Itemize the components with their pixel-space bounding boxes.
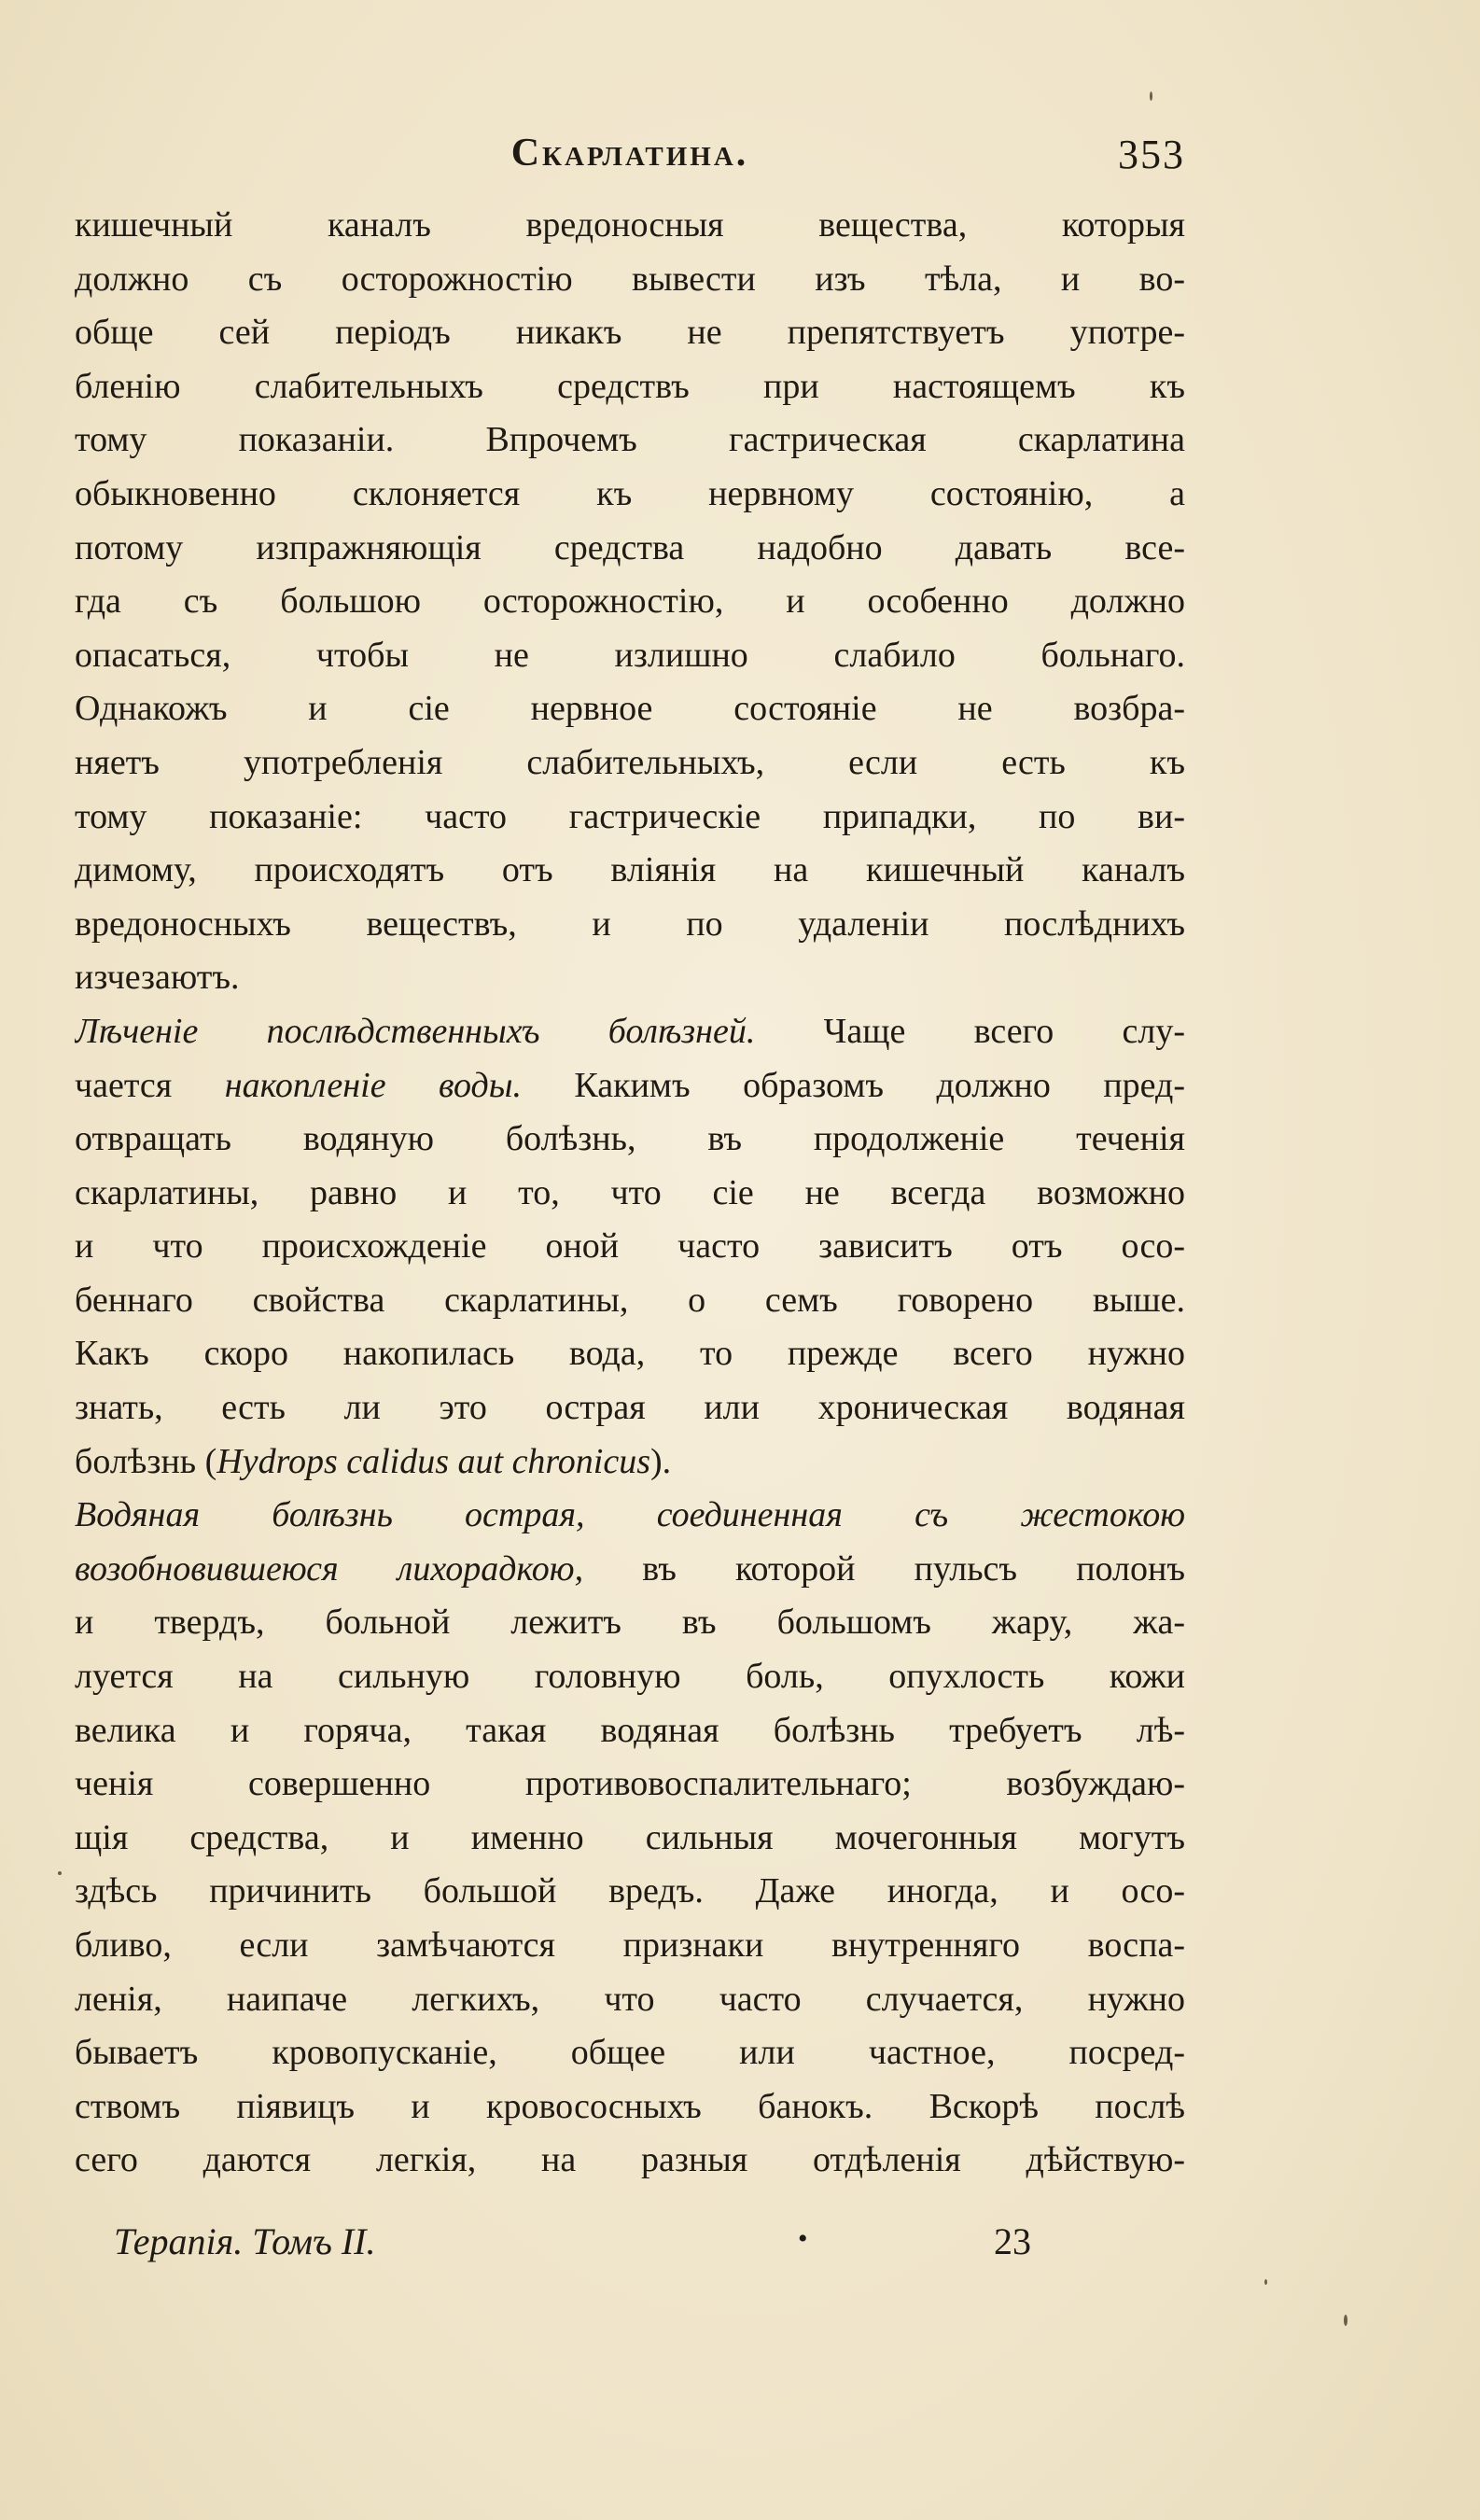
italic-segment: Водяная болѣзнь острая, соединенная съ жестокою <box>75 1495 1185 1535</box>
text-line <box>75 844 1185 898</box>
paper-speck <box>1264 2279 1267 2285</box>
text-line <box>75 1489 1185 1543</box>
text-segment: тому показаніе: часто гастрическіе припадки, по ви- <box>75 796 1185 836</box>
text-segment: отвращать водяную болѣзнь, въ продолженіе теченія <box>75 1119 1185 1159</box>
text-segment: бываетъ кровопусканіе, общее или частное, посред- <box>75 2033 1185 2073</box>
text-line <box>75 253 1185 307</box>
text-line <box>75 2134 1185 2188</box>
text-line <box>75 629 1185 683</box>
text-line <box>75 522 1185 576</box>
text-segment: ленія, наипаче легкихъ, что часто случается, нужно <box>75 1979 1185 2019</box>
text-line <box>75 306 1185 360</box>
text-segment: бливо, если замѣчаются признаки внутренняго воспа- <box>75 1925 1185 1965</box>
running-head: Скарлатина. <box>510 132 749 175</box>
text-line <box>75 2080 1185 2135</box>
text-line <box>75 1650 1185 1704</box>
footer-volume-title: Терапія. Томъ II. <box>114 2220 376 2262</box>
text-segment: сего даются легкія, на разныя отдѣленія дѣйствую- <box>75 2140 1185 2180</box>
italic-segment: Hydrops calidus aut chronicus <box>216 1441 651 1481</box>
text-segment: Какъ скоро накопилась вода, то прежде всего нужно <box>75 1334 1185 1374</box>
text-line <box>75 1059 1185 1113</box>
text-line <box>75 1919 1185 1973</box>
text-line <box>75 1704 1185 1758</box>
text-line <box>75 199 1185 253</box>
page-header <box>75 131 1185 187</box>
text-segment: чается <box>75 1065 225 1105</box>
text-segment: бленію слабительныхъ средствъ при настоящемъ къ <box>75 366 1185 406</box>
text-segment: луется на сильную головную боль, опухлость кожи <box>75 1657 1185 1697</box>
text-line <box>75 468 1185 522</box>
text-segment: знать, есть ли это острая или хроническая водяная <box>75 1388 1185 1428</box>
paper-speck <box>58 1871 62 1875</box>
text-segment: обыкновенно склоняется къ нервному состоянію, а <box>75 473 1185 513</box>
text-line <box>75 1167 1185 1221</box>
text-line <box>75 1865 1185 1919</box>
text-line <box>75 2026 1185 2080</box>
text-segment: потому изпражняющія средства надобно давать все- <box>75 527 1185 567</box>
text-line <box>75 1435 1185 1490</box>
text-segment: няетъ употребленія слабительныхъ, если есть къ <box>75 742 1185 782</box>
text-segment: беннаго свойства скарлатины, о семъ говорено выше. <box>75 1280 1185 1320</box>
text-segment: щія средства, и именно сильныя мочегонныя могутъ <box>75 1817 1185 1857</box>
text-line <box>75 951 1185 1005</box>
text-line <box>75 1274 1185 1328</box>
text-line <box>75 1113 1185 1167</box>
text-line <box>75 360 1185 414</box>
text-segment: опасаться, чтобы не излишно слабило больнаго. <box>75 635 1185 675</box>
text-line <box>75 1973 1185 2027</box>
text-segment: должно съ осторожностію вывести изъ тѣла, и во- <box>75 259 1185 299</box>
text-line <box>75 1543 1185 1597</box>
body-text <box>75 199 1185 2188</box>
text-segment: и что происхожденіе оной часто зависитъ отъ осо- <box>75 1226 1185 1267</box>
text-segment: ). <box>650 1441 672 1481</box>
text-line <box>75 1327 1185 1381</box>
page-footer <box>75 2219 1185 2275</box>
italic-segment: накопленіе воды. <box>224 1065 522 1105</box>
text-line <box>75 898 1185 952</box>
italic-segment: возобновившеюся лихорадкою, <box>75 1548 584 1589</box>
page-number: 353 <box>1118 132 1185 177</box>
text-line <box>75 1812 1185 1866</box>
text-segment: болѣзнь ( <box>75 1441 217 1481</box>
text-segment: здѣсь причинить большой вредъ. Даже иногда, и осо- <box>75 1871 1185 1911</box>
text-segment: ствомъ піявицъ и кровососныхъ банокъ. Вскорѣ послѣ <box>75 2086 1185 2126</box>
text-segment: Однакожъ и сіе нервное состояніе не возбра- <box>75 689 1185 729</box>
text-line <box>75 791 1185 845</box>
text-segment: и твердъ, больной лежитъ въ большомъ жару, жа- <box>75 1603 1185 1643</box>
text-segment: изчезаютъ. <box>75 958 240 998</box>
text-line <box>75 736 1185 791</box>
italic-segment: Лѣченіе послѣдственныхъ болѣзней. <box>75 1011 756 1051</box>
text-line <box>75 1596 1185 1650</box>
text-line <box>75 682 1185 736</box>
text-segment: велика и горяча, такая водяная болѣзнь требуетъ лѣ- <box>75 1710 1185 1750</box>
paper-speck <box>1150 91 1152 101</box>
text-segment: гда съ большою осторожностію, и особенно должно <box>75 581 1185 622</box>
text-line <box>75 413 1185 468</box>
footer-dot: • <box>798 2223 808 2254</box>
text-segment: кишечный каналъ вредоносныя вещества, которыя <box>75 205 1185 245</box>
text-line <box>75 1005 1185 1059</box>
text-segment: Чаще всего слу- <box>755 1011 1185 1051</box>
text-segment: димому, происходятъ отъ вліянія на кишечный каналъ <box>75 850 1185 890</box>
text-segment: тому показаніи. Впрочемъ гастрическая скарлатина <box>75 420 1185 460</box>
text-segment: скарлатины, равно и то, что сіе не всегда возможно <box>75 1172 1185 1212</box>
text-line <box>75 575 1185 629</box>
text-segment: вредоносныхъ веществъ, и по удаленіи послѣднихъ <box>75 903 1185 944</box>
text-line <box>75 1381 1185 1435</box>
text-segment: Какимъ образомъ должно пред- <box>521 1065 1185 1105</box>
text-segment: въ которой пульсъ полонъ <box>583 1548 1185 1589</box>
signature-mark: 23 <box>994 2220 1031 2262</box>
text-line <box>75 1757 1185 1812</box>
text-segment: обще сей періодъ никакъ не препятствуетъ употре- <box>75 313 1185 353</box>
paper-speck <box>1344 2315 1347 2326</box>
text-segment: ченія совершенно противовоспалительнаго; возбуждаю- <box>75 1764 1185 1804</box>
text-line <box>75 1220 1185 1274</box>
